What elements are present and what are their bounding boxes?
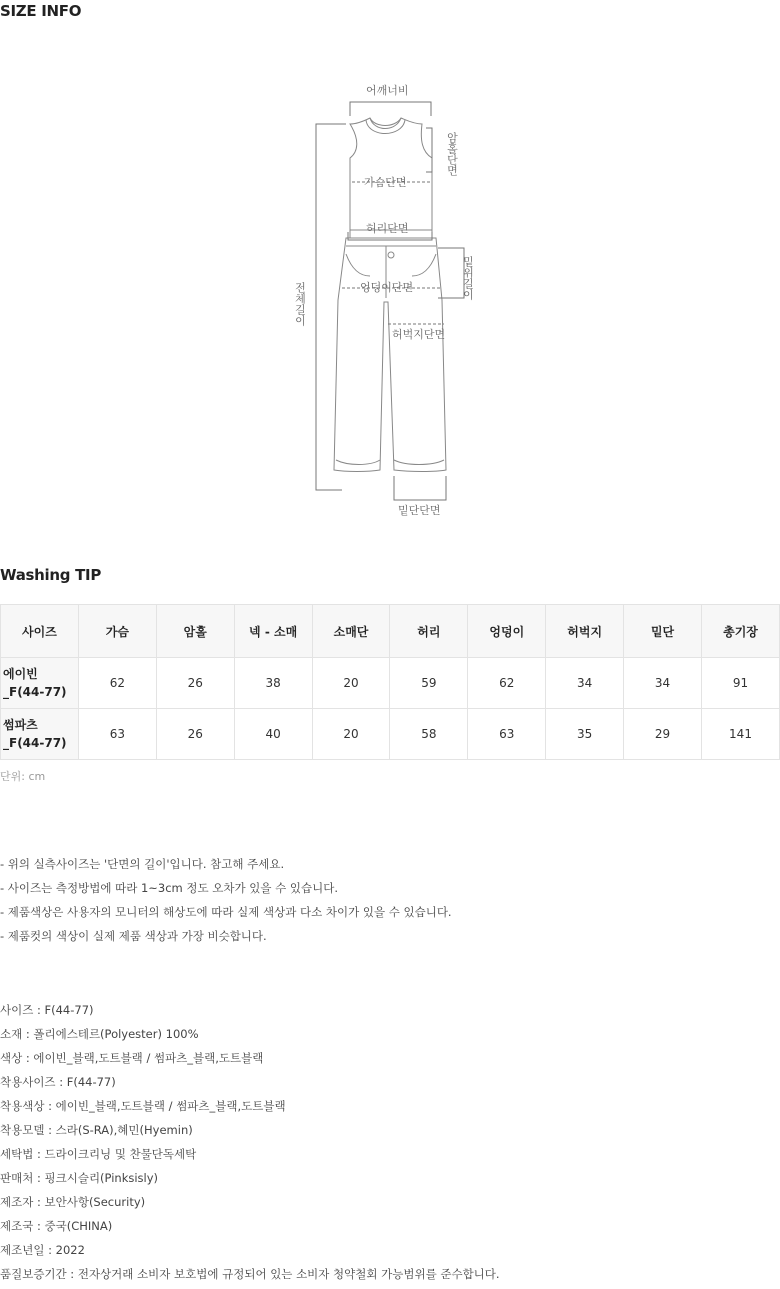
table-cell: 62 [78, 658, 156, 709]
table-header: 암홀 [156, 605, 234, 658]
table-header: 허벅지 [546, 605, 624, 658]
table-header: 밑단 [624, 605, 702, 658]
table-header: 가슴 [78, 605, 156, 658]
table-cell: 26 [156, 658, 234, 709]
table-cell: 26 [156, 709, 234, 760]
table-cell: 34 [624, 658, 702, 709]
spec-item: 색상 : 에이빈_블랙,도트블랙 / 썸파츠_블랙,도트블랙 [0, 1051, 264, 1065]
spec-item: 착용사이즈 : F(44-77) [0, 1075, 116, 1089]
table-cell: 58 [390, 709, 468, 760]
table-cell: 91 [702, 658, 780, 709]
table-header: 넥 - 소매 [234, 605, 312, 658]
rise-label: 밑위길이 [461, 256, 475, 300]
table-header: 총기장 [702, 605, 780, 658]
table-cell: 20 [312, 709, 390, 760]
table-cell: 35 [546, 709, 624, 760]
hem-label: 밑단단면 [398, 504, 441, 517]
product-specs [0, 1001, 500, 1289]
size-table [0, 604, 780, 760]
note-item: - 위의 실측사이즈는 '단면의 길이'입니다. 참고해 주세요. [0, 857, 285, 871]
table-header: 허리 [390, 605, 468, 658]
table-cell: 에이빈_F(44-77) [1, 658, 79, 709]
note-item: - 사이즈는 측정방법에 따라 1~3cm 정도 오차가 있을 수 있습니다. [0, 881, 339, 895]
spec-item: 소재 : 폴리에스테르(Polyester) 100% [0, 1027, 199, 1041]
note-item: - 제품컷의 색상이 실제 제품 색상과 가장 비슷합니다. [0, 929, 267, 943]
garment-measurement-diagram [280, 80, 480, 520]
note-item: - 제품색상은 사용자의 모니터의 해상도에 따라 실제 색상과 다소 차이가 있을 수 있습니다. [0, 905, 452, 919]
spec-item: 제조국 : 중국(CHINA) [0, 1219, 113, 1233]
table-cell: 141 [702, 709, 780, 760]
thigh-label: 허벅지단면 [392, 328, 446, 341]
unit-note: 단위: cm [0, 770, 46, 783]
table-cell: 38 [234, 658, 312, 709]
armhole-label: 암홀단면 [445, 132, 459, 176]
table-cell: 62 [468, 658, 546, 709]
table-cell: 29 [624, 709, 702, 760]
spec-item: 판매처 : 핑크시슬리(Pinksisly) [0, 1171, 159, 1185]
spec-item: 세탁법 : 드라이크리닝 및 찬물단독세탁 [0, 1147, 197, 1161]
spec-item: 제조년일 : 2022 [0, 1243, 85, 1257]
hip-label: 엉덩이단면 [360, 281, 414, 294]
table-header: 사이즈 [1, 605, 79, 658]
table-header: 소매단 [312, 605, 390, 658]
table-cell: 40 [234, 709, 312, 760]
total-length-label: 전체길이 [293, 282, 307, 326]
table-cell: 20 [312, 658, 390, 709]
table-row [1, 709, 780, 760]
table-cell: 34 [546, 658, 624, 709]
spec-item: 착용색상 : 에이빈_블랙,도트블랙 / 썸파츠_블랙,도트블랙 [0, 1099, 286, 1113]
table-header: 엉덩이 [468, 605, 546, 658]
notes-list [0, 855, 452, 951]
table-header-row [1, 605, 780, 658]
size-info-title: SIZE INFO [0, 2, 82, 20]
spec-item: 착용모델 : 스라(S-RA),혜민(Hyemin) [0, 1123, 193, 1137]
shoulder-label: 어깨너비 [366, 84, 409, 97]
spec-item: 품질보증기간 : 전자상거래 소비자 보호법에 규정되어 있는 소비자 청약철회 가능범위를 준수합니다. [0, 1267, 500, 1281]
table-cell: 썸파츠_F(44-77) [1, 709, 79, 760]
table-row [1, 658, 780, 709]
spec-item: 사이즈 : F(44-77) [0, 1003, 94, 1017]
table-cell: 59 [390, 658, 468, 709]
table-cell: 63 [78, 709, 156, 760]
chest-label: 가슴단면 [364, 176, 407, 189]
spec-item: 제조자 : 보안사항(Security) [0, 1195, 146, 1209]
pants-icon [334, 238, 446, 472]
washing-tip-title: Washing TIP [0, 566, 102, 584]
waist-label: 허리단면 [366, 222, 409, 235]
table-cell: 63 [468, 709, 546, 760]
